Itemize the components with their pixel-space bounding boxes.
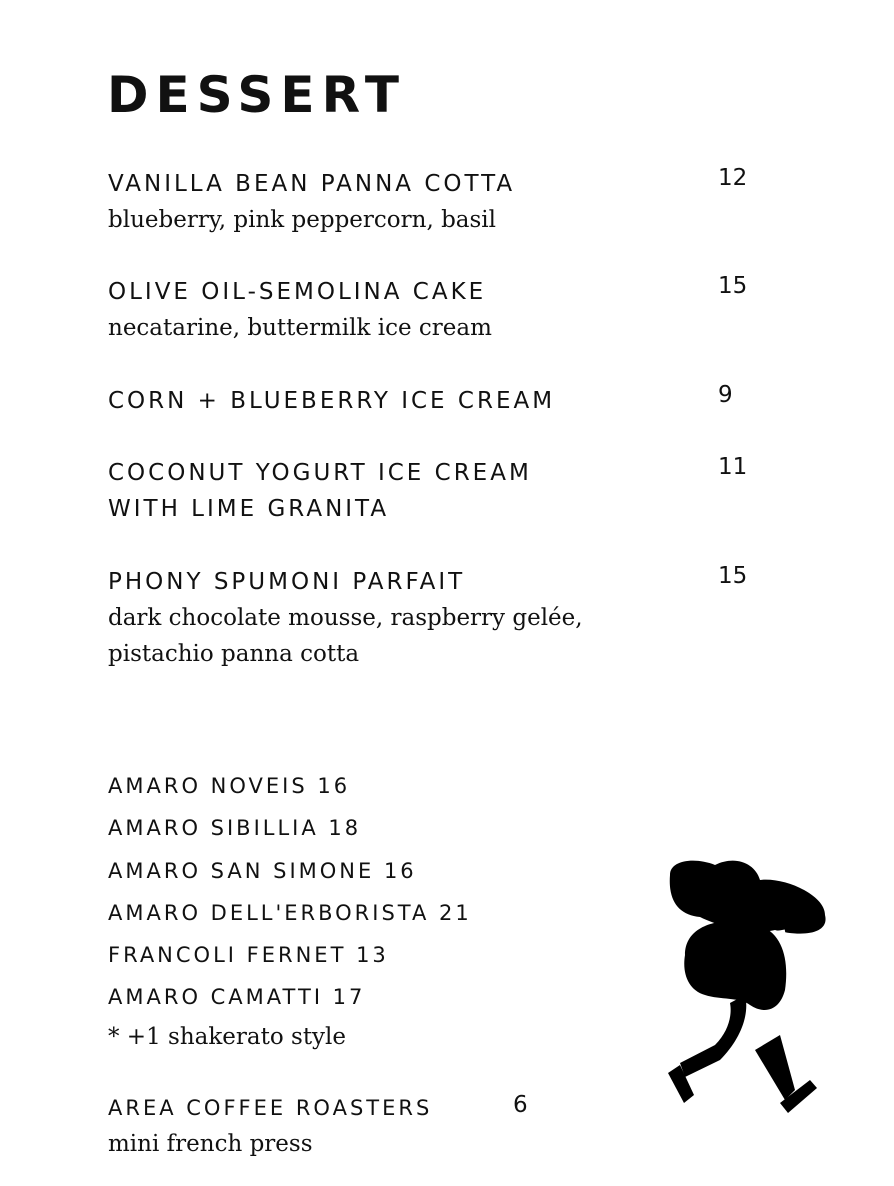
amaro-item: AMARO SAN SIMONE 16 <box>108 858 417 883</box>
menu-item-price: 12 <box>718 165 748 191</box>
menu-item-description: blueberry, pink peppercorn, basil <box>108 207 497 233</box>
coffee-description: mini french press <box>108 1131 313 1157</box>
menu-item-name: CORN + BLUEBERRY ICE CREAM <box>108 388 556 414</box>
menu-item <box>108 274 768 346</box>
menu-item-description: dark chocolate mousse, raspberry gelée, <box>108 605 583 631</box>
amaro-item: FRANCOLI FERNET 13 <box>108 943 389 968</box>
coffee-name: AREA COFFEE ROASTERS <box>108 1096 433 1120</box>
menu-item-name: PHONY SPUMONI PARFAIT <box>108 569 466 595</box>
amaro-item: AMARO NOVEIS 16 <box>108 774 351 798</box>
coffee-item <box>108 1090 608 1162</box>
menu-item-name: COCONUT YOGURT ICE CREAM <box>108 460 532 486</box>
menu-item <box>108 455 768 527</box>
amari-list <box>108 765 608 1055</box>
menu-item-name-continued: WITH LIME GRANITA <box>108 496 390 522</box>
menu-item-price: 11 <box>718 454 748 480</box>
amaro-item: AMARO DELL'ERBORISTA 21 <box>108 900 472 925</box>
menu-item <box>108 383 768 419</box>
shakerato-note: * +1 shakerato style <box>108 1023 347 1050</box>
coffee-price: 6 <box>513 1092 528 1118</box>
amaro-item: AMARO CAMATTI 17 <box>108 985 366 1010</box>
amaro-item: AMARO SIBILLIA 18 <box>108 816 362 841</box>
menu-item <box>108 564 768 672</box>
menu-item <box>108 166 768 238</box>
menu-item-description-continued: pistachio panna cotta <box>108 641 360 667</box>
menu-item-price: 15 <box>718 563 748 589</box>
menu-item-description: necatarine, buttermilk ice cream <box>108 315 492 341</box>
menu-item-name: VANILLA BEAN PANNA COTTA <box>108 171 516 197</box>
menu-item-name: OLIVE OIL-SEMOLINA CAKE <box>108 279 487 305</box>
menu-item-price: 9 <box>718 382 733 408</box>
menu-title: DESSERT <box>107 66 406 124</box>
menu-item-price: 15 <box>718 273 748 299</box>
walking-figure-icon <box>660 855 835 1125</box>
